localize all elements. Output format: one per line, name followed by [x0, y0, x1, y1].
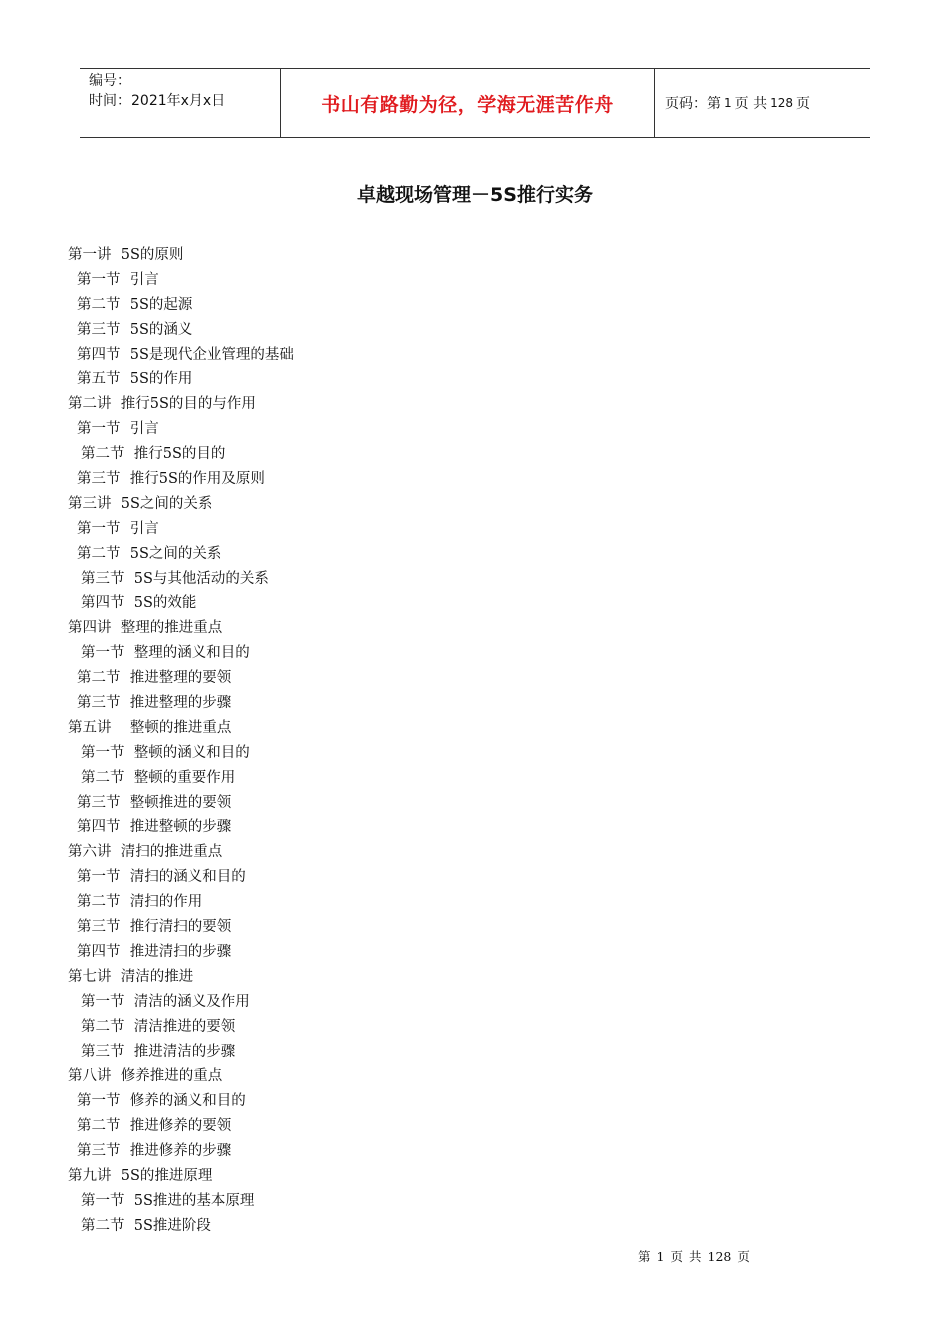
toc-section: 第三节 推进修养的步骤 [77, 1143, 232, 1160]
toc-section: 第二节 推行5S的目的 [81, 446, 226, 463]
toc-section: 第一节 修养的涵义和目的 [77, 1093, 246, 1110]
toc-section: 第四节 5S是现代企业管理的基础 [77, 346, 294, 363]
page-end-label: 页 [796, 96, 810, 112]
toc-lecture: 第八讲 修养推进的重点 [68, 1068, 223, 1085]
header-page-info [655, 69, 870, 137]
toc-section: 第二节 5S之间的关系 [77, 545, 222, 562]
toc-section: 第三节 5S与其他活动的关系 [81, 570, 269, 587]
page-total: 128 [770, 96, 793, 110]
toc-section: 第三节 推进整理的步骤 [77, 695, 232, 712]
footer-text: 页 [670, 1249, 683, 1264]
toc-section: 第二节 整顿的重要作用 [81, 769, 236, 786]
toc-section: 第一节 5S推进的基本原理 [81, 1192, 255, 1209]
toc-lecture: 第七讲 清洁的推进 [68, 968, 194, 985]
number-label: 编号： [89, 73, 131, 89]
toc-section: 第二节 5S的起源 [77, 296, 193, 313]
time-label: 时间：2021年x月x日 [89, 93, 226, 109]
toc-section: 第一节 清扫的涵义和目的 [77, 869, 246, 886]
toc-section: 第一节 清洁的涵义及作用 [81, 993, 250, 1010]
toc-section: 第一节 引言 [77, 520, 159, 537]
toc-section: 第四节 推进清扫的步骤 [77, 943, 232, 960]
page-label: 页码：第 [665, 96, 721, 112]
table-of-contents [68, 243, 294, 1239]
toc-section: 第一节 引言 [77, 271, 159, 288]
toc-section: 第二节 清洁推进的要领 [81, 1018, 236, 1035]
footer-text: 页 [737, 1249, 750, 1264]
toc-section: 第一节 整顿的涵义和目的 [81, 744, 250, 761]
toc-section: 第三节 推行5S的作用及原则 [77, 471, 265, 488]
toc-section: 第四节 推进整顿的步骤 [77, 819, 232, 836]
page-header [80, 68, 870, 138]
header-meta [80, 69, 281, 137]
toc-section: 第三节 推行清扫的要领 [77, 919, 232, 936]
toc-lecture: 第二讲 推行5S的目的与作用 [68, 396, 256, 413]
toc-section: 第二节 推进修养的要领 [77, 1118, 232, 1135]
toc-section: 第五节 5S的作用 [77, 371, 193, 388]
toc-section: 第四节 5S的效能 [81, 595, 197, 612]
page-footer [638, 1247, 756, 1265]
toc-lecture: 第四讲 整理的推进重点 [68, 620, 223, 637]
footer-page-number: 1 [656, 1249, 665, 1264]
toc-lecture: 第五讲 整顿的推进重点 [68, 719, 232, 736]
toc-section: 第三节 推进清洁的步骤 [81, 1043, 236, 1060]
toc-section: 第一节 引言 [77, 421, 159, 438]
toc-lecture: 第九讲 5S的推进原理 [68, 1167, 213, 1184]
toc-section: 第二节 推进整理的要领 [77, 670, 232, 687]
document-title: 卓越现场管理－5S推行实务 [357, 184, 593, 206]
toc-section: 第二节 清扫的作用 [77, 894, 203, 911]
page-number: 1 [724, 96, 732, 110]
toc-lecture: 第一讲 5S的原则 [68, 247, 184, 263]
header-motto: 书山有路勤为径，学海无涯苦作舟 [281, 69, 655, 137]
toc-lecture: 第三讲 5S之间的关系 [68, 495, 213, 512]
footer-text: 第 [638, 1249, 651, 1264]
toc-section: 第一节 整理的涵义和目的 [81, 645, 250, 662]
toc-section: 第三节 整顿推进的要领 [77, 794, 232, 811]
footer-text: 共 [688, 1249, 702, 1264]
footer-page-total: 128 [707, 1249, 732, 1264]
toc-section: 第三节 5S的涵义 [77, 321, 193, 338]
page-of-label: 页 共 [734, 96, 768, 112]
toc-lecture: 第六讲 清扫的推进重点 [68, 844, 223, 861]
toc-section: 第二节 5S推进阶段 [81, 1217, 211, 1234]
